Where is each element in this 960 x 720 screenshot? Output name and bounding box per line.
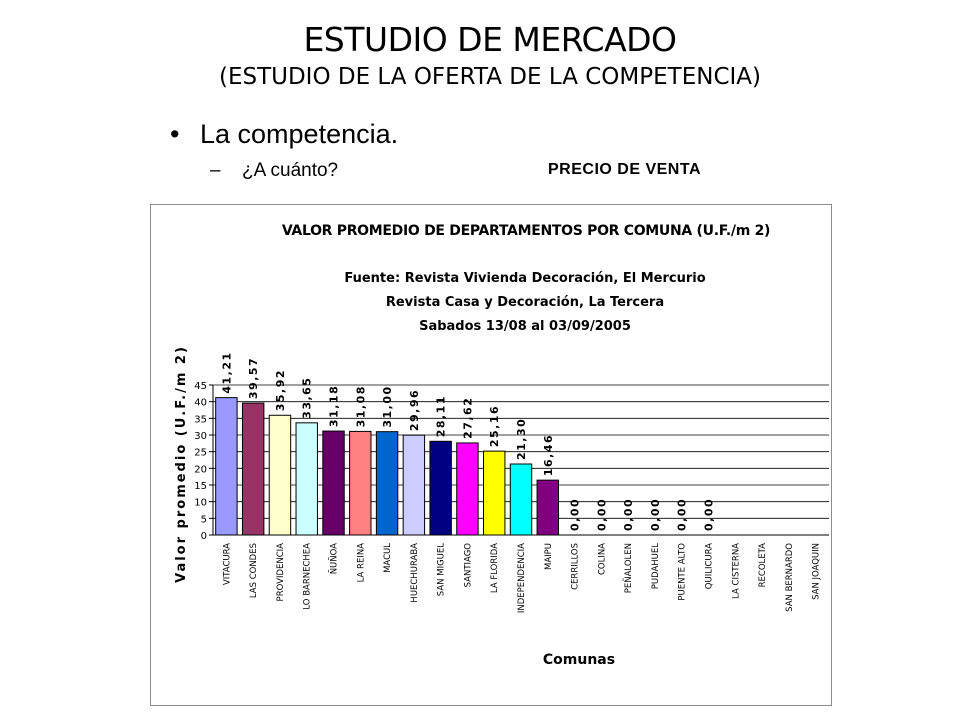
- x-tick-label: LA FLORIDA: [490, 543, 501, 594]
- y-tick-label: 20: [194, 464, 207, 476]
- chart-title: VALOR PROMEDIO DE DEPARTAMENTOS POR COMUNA (U.F./m 2): [281, 223, 771, 239]
- bar: [269, 415, 290, 535]
- bar-chart: [151, 205, 831, 705]
- data-label: 25,16: [488, 404, 502, 448]
- data-label: 39,57: [247, 356, 261, 400]
- x-tick-label: LA CISTERNA: [731, 543, 742, 599]
- x-tick-label: PEÑALOLEN: [624, 543, 635, 594]
- x-tick-label: INDEPENDENCIA: [517, 543, 527, 614]
- x-tick-label: ÑUÑOA: [329, 543, 340, 575]
- data-label: 29,96: [407, 388, 421, 432]
- sub-bullet-item: [210, 158, 338, 184]
- data-label: 41,21: [220, 351, 234, 394]
- sub-bullet-text: ¿A cuánto?: [242, 160, 339, 181]
- chart-frame: [150, 204, 832, 706]
- x-tick-label: SANTIAGO: [463, 543, 474, 588]
- x-tick-label: RECOLETA: [758, 543, 769, 588]
- y-tick-label: 45: [194, 381, 207, 392]
- slide-subtitle: (ESTUDIO DE LA OFERTA DE LA COMPETENCIA): [218, 64, 761, 90]
- y-tick-label: 5: [200, 514, 207, 526]
- y-tick-label: 40: [194, 397, 207, 409]
- data-label: 0,00: [675, 497, 689, 531]
- bar: [457, 443, 478, 535]
- x-tick-label: QUILICURA: [704, 543, 715, 590]
- bar: [484, 451, 505, 535]
- x-tick-label: PUENTE ALTO: [677, 543, 688, 601]
- bar: [296, 423, 317, 535]
- bar: [323, 431, 344, 535]
- bullet-item: [170, 117, 398, 151]
- y-tick-label: 25: [194, 447, 207, 459]
- bullet-text: La competencia.: [200, 119, 399, 149]
- data-label: 27,62: [461, 396, 475, 439]
- y-axis-label: Valor promedio (U.F./m 2): [174, 345, 189, 583]
- x-tick-label: LA REINA: [356, 543, 367, 583]
- chart-source-line-2: Revista Casa y Decoración, La Tercera: [385, 295, 665, 310]
- y-tick-label: 30: [194, 431, 207, 442]
- bar: [376, 432, 397, 535]
- bar: [242, 403, 263, 535]
- data-label: 31,08: [354, 385, 368, 428]
- data-label: 21,30: [515, 417, 528, 460]
- data-label: 0,00: [702, 497, 716, 531]
- chart-source-line-3: Sabados 13/08 al 03/09/2005: [419, 319, 631, 334]
- x-tick-label: HUECHURABA: [409, 543, 420, 603]
- section-label: PRECIO DE VENTA: [548, 161, 701, 178]
- data-label: 33,65: [300, 376, 314, 419]
- data-label: 0,00: [568, 497, 582, 531]
- data-label: 31,00: [381, 385, 395, 428]
- bar: [403, 435, 424, 535]
- data-label: 31,18: [327, 384, 341, 428]
- x-tick-label: LAS CONDES: [249, 543, 260, 599]
- y-tick-label: 15: [194, 481, 207, 492]
- x-tick-label: VITACURA: [222, 543, 233, 586]
- x-tick-label: CERRILLOS: [570, 543, 581, 590]
- y-tick-label: 35: [194, 414, 207, 426]
- x-tick-label: PROVIDENCIA: [275, 543, 286, 602]
- x-tick-label: SAN MIGUEL: [436, 543, 447, 597]
- x-axis-label: Comunas: [542, 652, 616, 668]
- x-tick-label: SAN JOAQUIN: [811, 543, 822, 600]
- data-label: 0,00: [622, 497, 636, 531]
- x-tick-label: COLINA: [597, 543, 608, 576]
- sub-bullet-marker: –: [210, 160, 221, 181]
- x-tick-label: SAN BERNARDO: [784, 543, 795, 612]
- data-label: 35,92: [273, 368, 287, 412]
- data-label: 28,11: [434, 395, 448, 438]
- bar: [350, 431, 371, 535]
- bar: [430, 441, 451, 535]
- x-tick-label: PUDAHUEL: [650, 543, 661, 590]
- data-label: 16,46: [541, 433, 555, 477]
- data-label: 0,00: [648, 497, 662, 531]
- x-tick-label: MACUL: [383, 543, 394, 573]
- bar: [537, 480, 558, 535]
- bullet-marker: •: [170, 119, 180, 149]
- bar: [510, 464, 531, 535]
- x-tick-label: MAIPU: [543, 543, 554, 571]
- bar: [216, 398, 237, 535]
- x-tick-label: LO BARNECHEA: [302, 543, 313, 610]
- slide-title: ESTUDIO DE MERCADO: [303, 20, 677, 59]
- chart-source-line-1: Fuente: Revista Vivienda Decoración, El Mercurio: [344, 271, 706, 286]
- y-tick-label: 0: [200, 531, 207, 542]
- data-label: 0,00: [595, 497, 609, 531]
- y-tick-label: 10: [194, 497, 207, 509]
